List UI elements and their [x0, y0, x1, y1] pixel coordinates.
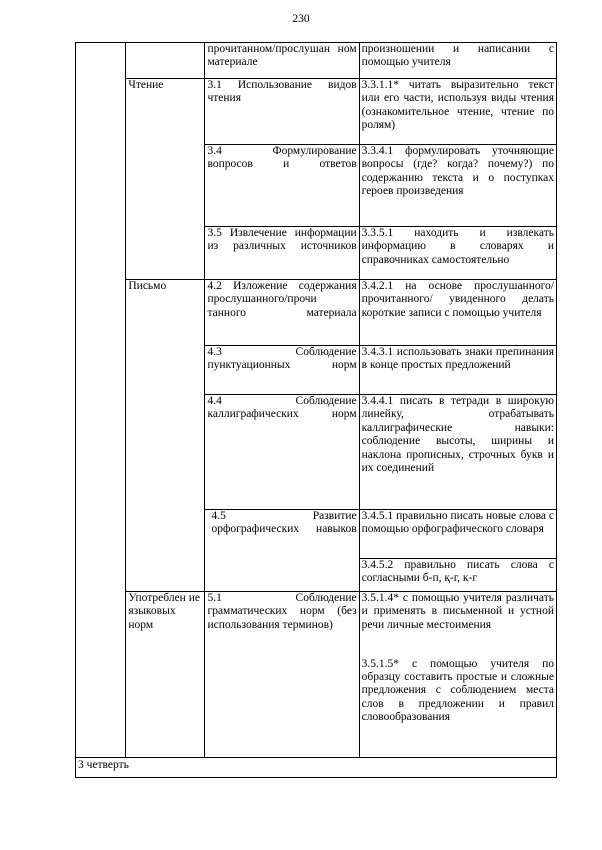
table-row: [76, 592, 557, 658]
skill-cell: 3.5 Извлечение информации из различных источников: [205, 227, 359, 280]
skill-cell: 4.5 Развитие орфографических навыков: [205, 510, 359, 592]
table-row: [76, 43, 557, 79]
section-cell: [126, 43, 205, 79]
curriculum-table: [75, 42, 557, 778]
section-cell: Чтение: [126, 79, 205, 280]
quarter-label: 3 четверть: [76, 758, 557, 778]
outcome-cell: 3.5.1.5* с помощью учителя по образцу составить простые и сложные предложения с соблюдением места слов в предложении и правил словообразования: [359, 658, 556, 758]
outcome-cell: 3.5.1.4* с помощью учителя различать и применять в письменной и устной речи личные местоимения: [359, 592, 556, 658]
skill-cell: прочитанном/прослушан ном материале: [205, 43, 359, 79]
outcome-cell: произношении и написании с помощью учителя: [359, 43, 556, 79]
section-cell: Употреблен ие языковых норм: [126, 592, 205, 758]
skill-cell: 4.3 Соблюдение пунктуационных норм: [205, 346, 359, 395]
skill-cell: 3.1 Использование видов чтения: [205, 79, 359, 145]
table-row: [76, 79, 557, 145]
outcome-cell: 3.4.3.1 использовать знаки препинания в конце простых предложений: [359, 346, 556, 395]
outcome-cell: 3.4.4.1 писать в тетради в широкую линейку, отрабатывать каллиграфические навыки: соблюдение высоты, ширины и наклона прописных, строчных букв и их соединений: [359, 395, 556, 510]
quarter-row: [76, 758, 557, 778]
skill-cell: 4.4 Соблюдение каллиграфических норм: [205, 395, 359, 510]
outcome-cell: 3.3.5.1 находить и извлекать информацию в словарях и справочниках самостоятельно: [359, 227, 556, 280]
skill-cell: 5.1 Соблюдение грамматических норм (без использования терминов): [205, 592, 359, 758]
empty-quarter-cell: [76, 43, 126, 758]
section-cell: Письмо: [126, 280, 205, 592]
page-number: 230: [292, 13, 310, 25]
outcome-cell: 3.4.5.2 правильно писать слова с согласными б-п, қ-г, к-г: [359, 559, 556, 592]
outcome-cell: 3.4.5.1 правильно писать новые слова с помощью орфографического словаря: [359, 510, 556, 559]
outcome-cell: 3.3.1.1* читать выразительно текст или его части, используя виды чтения (ознакомительное чтение, чтение по ролям): [359, 79, 556, 145]
outcome-cell: 3.3.4.1 формулировать уточняющие вопросы (где? когда? почему?) по содержанию текста и о поступках героев произведения: [359, 145, 556, 227]
skill-cell: 4.2 Изложение содержания прослушанного/прочи танного материала: [205, 280, 359, 346]
skill-cell: 3.4 Формулирование вопросов и ответов: [205, 145, 359, 227]
outcome-cell: 3.4.2.1 на основе прослушанного/ прочитанного/ увиденного делать короткие записи с помощью учителя: [359, 280, 556, 346]
table-row: [76, 280, 557, 346]
